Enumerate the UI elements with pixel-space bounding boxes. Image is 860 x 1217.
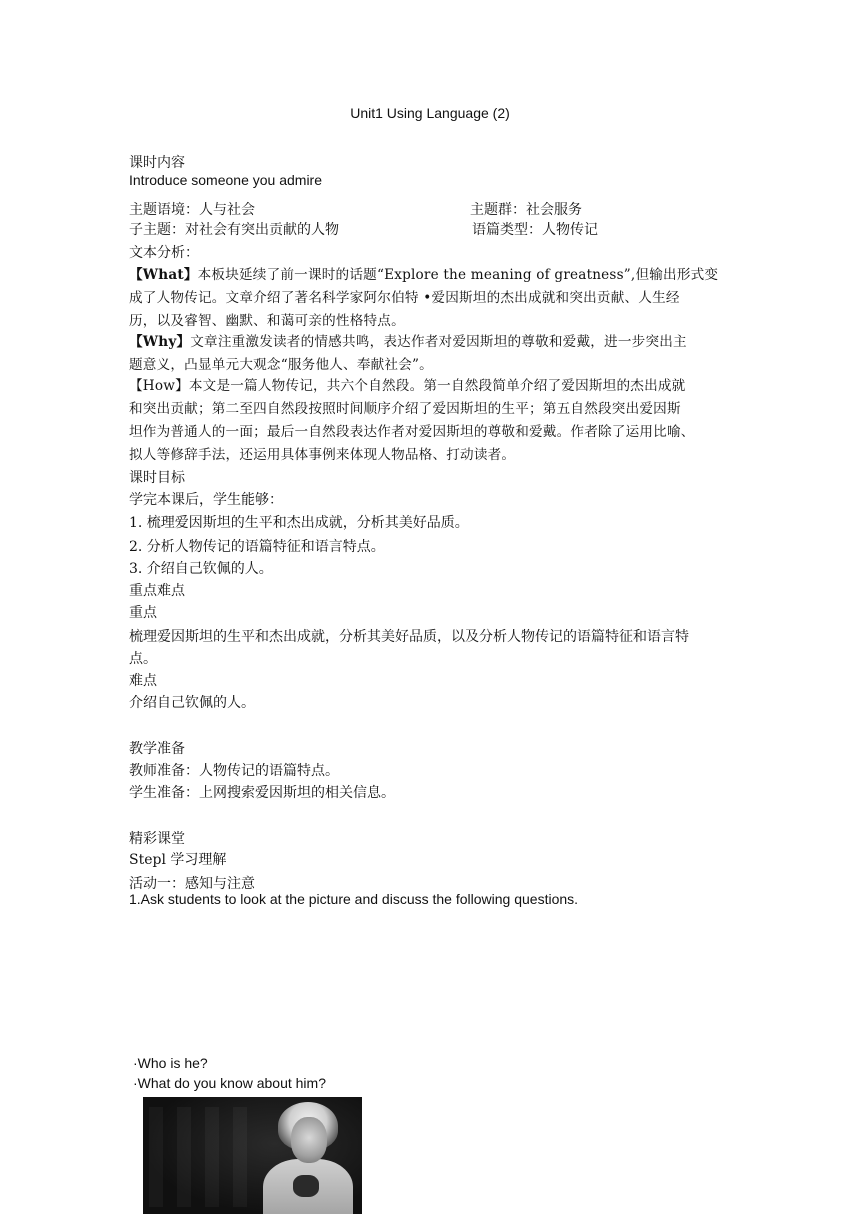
- key-points-heading: 重点难点: [129, 583, 185, 599]
- instruction-text: 1.Ask students to look at the picture and discuss the following questions.: [129, 891, 579, 907]
- question-2: ·What do you know about him?: [133, 1075, 326, 1091]
- what-tag: 【What】: [129, 267, 198, 283]
- objectives-heading: 课时目标: [129, 470, 185, 486]
- activity-label: 活动一：感知与注意: [129, 876, 255, 892]
- student-preparation: 学生准备：上网搜索爱因斯坦的相关信息。: [129, 785, 395, 801]
- objectives-intro: 学完本课后，学生能够：: [129, 492, 283, 508]
- key-text-line-2: 点。: [129, 651, 157, 667]
- einstein-photo: [143, 1097, 362, 1214]
- chalkboard-shape: [149, 1107, 259, 1207]
- classroom-heading: 精彩课堂: [129, 831, 185, 847]
- figure-hand-shape: [293, 1175, 319, 1197]
- how-line-2: 和突出贡献；第二至四自然段按照时间顺序介绍了爱因斯坦的生平；第五自然段突出爱因斯: [129, 401, 681, 417]
- difficult-text: 介绍自己钦佩的人。: [129, 695, 255, 711]
- objective-item-3: 3. 介绍自己钦佩的人。: [129, 561, 273, 577]
- why-text-1: 文章注重激发读者的情感共鸣，表达作者对爱因斯坦的尊敬和爱戴，进一步突出主: [190, 334, 687, 350]
- what-paragraph: [129, 264, 739, 333]
- section-content-heading: 课时内容: [129, 155, 185, 171]
- preparation-heading: 教学准备: [129, 741, 185, 757]
- figure-face-shape: [291, 1117, 327, 1163]
- objective-item-1: 1. 梳理爱因斯坦的生平和杰出成就，分析其美好品质。: [129, 515, 469, 531]
- objective-item-2: 2. 分析人物传记的语篇特征和语言特点。: [129, 539, 385, 555]
- what-line-3: 历，以及睿智、幽默、和蔼可亲的性格特点。: [129, 313, 405, 329]
- key-text-line-1: 梳理爱因斯坦的生平和杰出成就，分析其美好品质，以及分析人物传记的语篇特征和语言特: [129, 629, 689, 645]
- theme-context: 主题语境：人与社会: [129, 202, 255, 218]
- what-line-1: [129, 264, 739, 287]
- teacher-preparation: 教师准备：人物传记的语篇特点。: [129, 763, 339, 779]
- how-line-4: 拟人等修辞手法，还运用具体事例来体现人物品格、打动读者。: [129, 447, 516, 463]
- how-line-1: [129, 375, 739, 398]
- topic-english: Introduce someone you admire: [129, 172, 322, 188]
- step-label: Stepl 学习理解: [129, 852, 227, 868]
- sub-theme: 子主题：对社会有突出贡献的人物: [129, 222, 339, 238]
- why-line-1: [129, 331, 739, 354]
- what-line-2: 成了人物传记。文章介绍了著名科学家阿尔伯特 •爱因斯坦的杰出成就和突出贡献、人生经: [129, 290, 680, 306]
- how-text-1: 本文是一篇人物传记，共六个自然段。第一自然段简单介绍了爱因斯坦的杰出成就: [188, 378, 686, 394]
- why-tag: 【Why】: [129, 334, 191, 350]
- how-paragraph: [129, 375, 739, 467]
- text-type: 语篇类型：人物传记: [472, 222, 598, 238]
- what-text-1: 本板块延续了前一课时的话题“Explore the meaning of greatness”,但输出形式变: [197, 267, 719, 283]
- question-1: ·Who is he?: [133, 1055, 208, 1071]
- how-line-3: 坦作为普通人的一面；最后一自然段表达作者对爱因斯坦的尊敬和爱戴。作者除了运用比喻、: [129, 424, 695, 440]
- page-title: Unit1 Using Language (2): [350, 105, 510, 121]
- why-line-2: 题意义，凸显单元大观念“服务他人、奉献社会”。: [129, 357, 433, 373]
- why-paragraph: [129, 331, 739, 377]
- text-analysis-label: 文本分析：: [129, 245, 199, 261]
- theme-group: 主题群：社会服务: [470, 202, 582, 218]
- how-tag: 【How】: [129, 378, 189, 394]
- key-label: 重点: [129, 605, 157, 621]
- difficult-label: 难点: [129, 673, 157, 689]
